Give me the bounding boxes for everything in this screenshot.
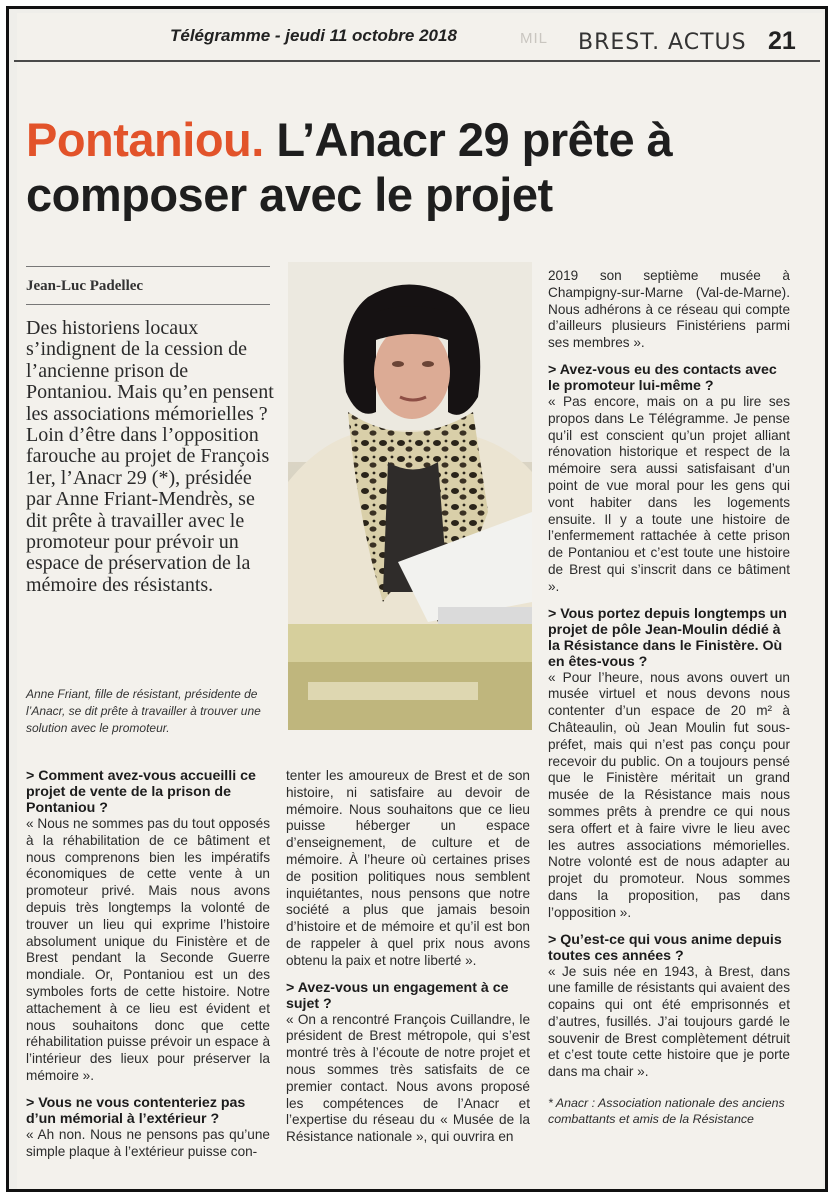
headline-title: L’Anacr 29 prête à composer avec le projet [26,113,673,222]
article-paragraph: « Pour l’heure, nous avons ouvert un musée virtuel et nous devons nous contenter d’un espace de 20 m² à Châteaulin, où Jean Moulin fut sous-préfet, mais qui n’est pas conçu pour recevoir du public. On a toujours pensé que le Finistère méritait un grand musée de la Résistance mais nous sommes prêts à prendre ce qui nous sera offert et à faire vivre le lieu avec les autres associations mémorielles. Notre volonté est de nous adapter au projet du promoteur. Nous sommes dans la proposition, pas dans l’opposition ». [548,669,790,920]
photo-caption: Anne Friant, fille de résistant, présidente de l’Anacr, se dit prête à travailler à trouver une solution avec le promoteur. [26,687,261,735]
article-paragraph: « Je suis née en 1943, à Brest, dans une famille de résistants qui avaient des copains qui ont été emprisonnés et d’autres, fusillés. J’ai toujours gardé le souvenir de Brest complètement détruit et c’est toute cette histoire que je porte dans ma chair ». [548,963,790,1080]
author-rule-top [26,266,270,267]
article-paragraph: « Ah non. Nous ne pensons pas qu’une simple plaque à l’extérieur puisse con- [26,1126,270,1159]
headline-kicker: Pontaniou. [26,113,264,166]
question-heading: > Comment avez-vous accueilli ce projet de vente de la prison de Pontaniou ? [26,768,256,816]
footnote: * Anacr : Association nationale des anciens combattants et amis de la Résistance [548,1096,785,1127]
section-title: BREST. ACTUS [578,30,747,55]
article-paragraph: 2019 son septième musée à Champigny-sur-Marne (Val-de-Marne). Nous adhérons à ce réseau qui compte d’ailleurs plusieurs Finistériens parmi ses membres ». [548,268,790,351]
author-rule-bottom [26,304,270,305]
headline [26,112,786,223]
question-heading: > Avez-vous eu des contacts avec le promoteur lui-même ? [548,361,777,394]
article-paragraph: tenter les amoureux de Brest et de son histoire, ni satisfaire au devoir de mémoire. Nous souhaitons que ce lieu puisse héberger un espace d’enseignement, de culture et de mémoire. À l’heure où certaines prises de position politiques nous semblent inquiétantes, nous pensons que notre société a plus que jamais besoin d’histoire et de mémoire et qu’il est bon de rappeler à quel prix nous avons obtenu la paix et notre liberté ». [286,768,530,968]
header-rule [14,60,820,62]
author-byline: Jean-Luc Padellec [26,278,144,294]
page-number: 21 [768,27,796,55]
article-paragraph: « Nous ne sommes pas du tout opposés à la réhabilitation de ce bâtiment et nous comprenons bien les impératifs économiques de cette vente à un promoteur privé. Mais nous avons depuis très longtemps la volonté de trouver un lieu qui exprime l’histoire absolument unique du Finistère et de Brest pendant la Seconde Guerre mondiale. Or, Pontaniou est un des symboles forts de cette histoire. Notre attachement à ce lieu est évident et nous souhaitons donc que cette réhabilitation puisse prévoir un espace à l’intérieur des lieux pour préserver la mémoire ». [26,816,270,1083]
article-column-middle [286,768,530,1146]
bleed-through-text: MIL [520,30,549,47]
question-heading: > Qu’est-ce qui vous anime depuis toutes ces années ? [548,931,782,964]
article-lead: Des historiens locaux s’indignent de la cession de l’ancienne prison de Pontaniou. Mais qu’en pensent les associations mémorielles ? Loin d’être dans l’opposition farouche au projet de François 1er, l’Anacr 29 (*), présidée par Anne Friant-Mendrès, se dit prête à travailler avec le promoteur pour prévoir un espace de préservation de la mémoire des résistants. [26,317,274,596]
article-paragraph: « On a rencontré François Cuillandre, le président de Brest métropole, qui s’est montré très à l’écoute de notre projet et nous sommes très satisfaits de ce premier contact. Nous avons proposé les compétences de l’Anacr et l’expertise du réseau du « Musée de la Résistance nationale », qui ouvrira en [286,1011,530,1145]
article-column-left [26,768,270,1160]
question-heading: > Vous ne vous contenteriez pas d’un mémorial à l’extérieur ? [26,1094,246,1127]
question-heading: > Avez-vous un engagement à ce sujet ? [286,979,509,1012]
article-column-right [548,268,790,1127]
article-photo [288,262,532,730]
masthead: Télégramme - jeudi 11 octobre 2018 [170,26,457,45]
question-heading: > Vous portez depuis longtemps un projet de pôle Jean-Moulin dédié à la Résistance dans le Finistère. Où en êtes-vous ? [548,605,787,670]
article-paragraph: « Pas encore, mais on a pu lire ses propos dans Le Télégramme. Je pense qu’il est conscient qu’un projet alliant rénovation historique et respect de la mémoire sera aussi satisfaisant d’un point de vue moral pour les gens qui vont habiter dans les logements ensuite. Il y a toute une histoire de l’enfermement rattachée à cette prison de Pontaniou et c’est toute une histoire de Brest qui s’inscrit dans ce bâtiment ». [548,393,790,594]
